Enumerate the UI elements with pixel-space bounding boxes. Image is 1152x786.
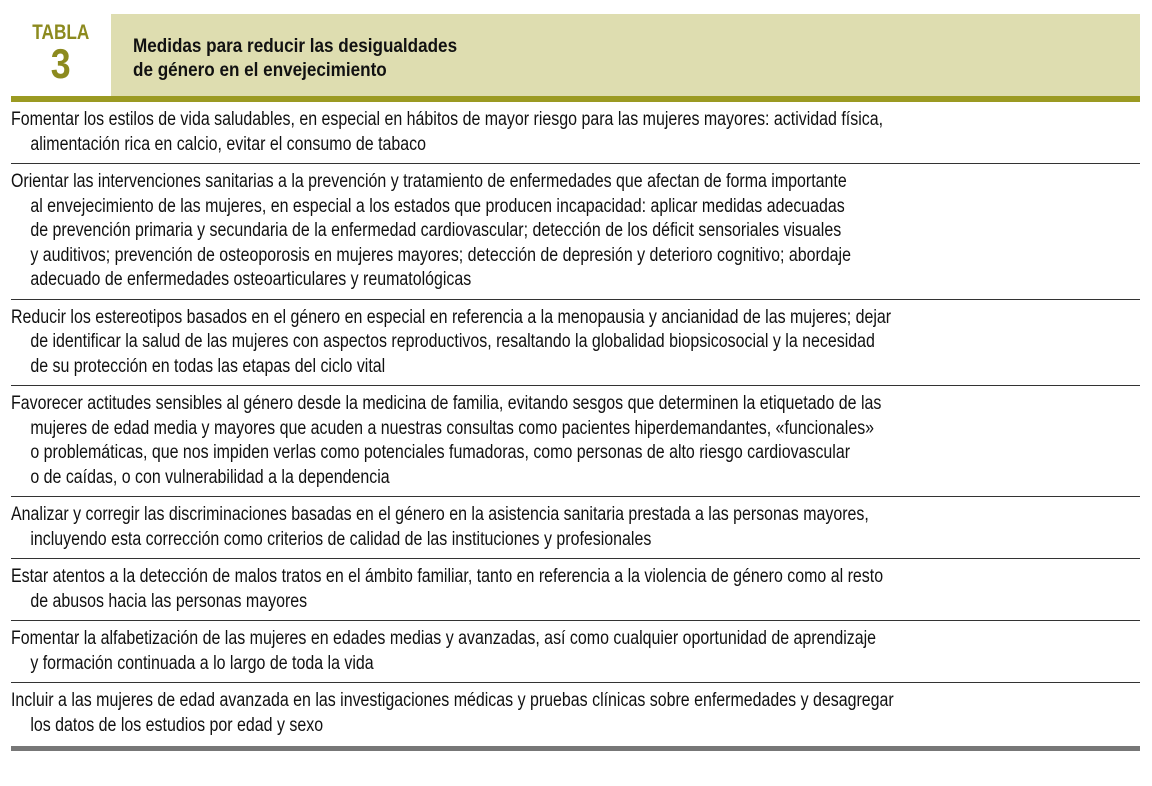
table-row <box>11 164 1140 300</box>
table-row <box>11 497 1140 559</box>
row-text-line: al envejecimiento de las mujeres, en especial a los estados que producen incapacidad: aplicar medidas adecuadas <box>30 195 845 217</box>
row-text-line: Fomentar los estilos de vida saludables, en especial en hábitos de mayor riesgo para las mujeres mayores: actividad física, <box>11 109 884 130</box>
row-text-line: incluyendo esta corrección como criterios de calidad de las instituciones y profesionales <box>30 528 652 550</box>
row-text-line: de su protección en todas las etapas del ciclo vital <box>30 355 386 377</box>
table-3 <box>11 14 1140 751</box>
row-text-line: Orientar las intervenciones sanitarias a la prevención y tratamiento de enfermedades que afectan de forma importante <box>11 171 847 192</box>
row-text-line: mujeres de edad media y mayores que acuden a nuestras consultas como pacientes hiperdemandantes, «funcionales» <box>30 417 875 439</box>
table-title <box>111 14 1140 96</box>
row-text-line: Incluir a las mujeres de edad avanzada en las investigaciones médicas y pruebas clínicas sobre enfermedades y desagregar <box>11 690 894 711</box>
table-label <box>11 14 111 96</box>
table-row <box>11 386 1140 497</box>
table-row <box>11 300 1140 387</box>
row-text-line: de prevención primaria y secundaria de la enfermedad cardiovascular; detección de los déficit sensoriales visuales <box>30 220 842 241</box>
table-row <box>11 621 1140 683</box>
row-text-line: adecuado de enfermedades osteoarticulares y reumatológicas <box>30 269 472 290</box>
table-title-line-1: Medidas para reducir las desigualdades <box>133 36 458 57</box>
row-text-line: los datos de los estudios por edad y sexo <box>30 714 324 736</box>
table-label-word: TABLA <box>32 21 90 44</box>
row-text-line: de identificar la salud de las mujeres con aspectos reproductivos, resaltando la globalidad biopsicosocial y la necesidad <box>30 331 875 352</box>
table-header <box>11 14 1140 96</box>
row-text-line: y auditivos; prevención de osteoporosis en mujeres mayores; detección de depresión y deterioro cognitivo; abordaje <box>30 244 851 266</box>
row-text-line: alimentación rica en calcio, evitar el consumo de tabaco <box>30 133 426 155</box>
table-row <box>11 683 1140 744</box>
row-text-line: Analizar y corregir las discriminaciones basadas en el género en la asistencia sanitaria prestada a las personas mayores, <box>11 504 869 525</box>
table-title-line-2: de género en el envejecimiento <box>133 60 387 81</box>
table-row <box>11 559 1140 621</box>
bottom-rule <box>11 746 1140 751</box>
table-body <box>11 102 1140 744</box>
table-label-number: 3 <box>51 40 71 87</box>
row-text-line: Reducir los estereotipos basados en el género en especial en referencia a la menopausia y ancianidad de las mujeres; dejar <box>11 306 892 328</box>
row-text-line: y formación continuada a lo largo de toda la vida <box>30 652 374 674</box>
row-text-line: Favorecer actitudes sensibles al género desde la medicina de familia, evitando sesgos que determinen la etiquetado de las <box>11 393 882 414</box>
row-text-line: Fomentar la alfabetización de las mujeres en edades medias y avanzadas, así como cualquier oportunidad de aprendizaje <box>11 628 877 649</box>
row-text-line: o de caídas, o con vulnerabilidad a la dependencia <box>30 466 390 488</box>
row-text-line: Estar atentos a la detección de malos tratos en el ámbito familiar, tanto en referencia a la violencia de género como al resto <box>11 566 884 587</box>
table-row <box>11 102 1140 164</box>
row-text-line: de abusos hacia las personas mayores <box>30 590 308 612</box>
row-text-line: o problemáticas, que nos impiden verlas como potenciales fumadoras, como personas de alto riesgo cardiovascular <box>30 442 851 463</box>
